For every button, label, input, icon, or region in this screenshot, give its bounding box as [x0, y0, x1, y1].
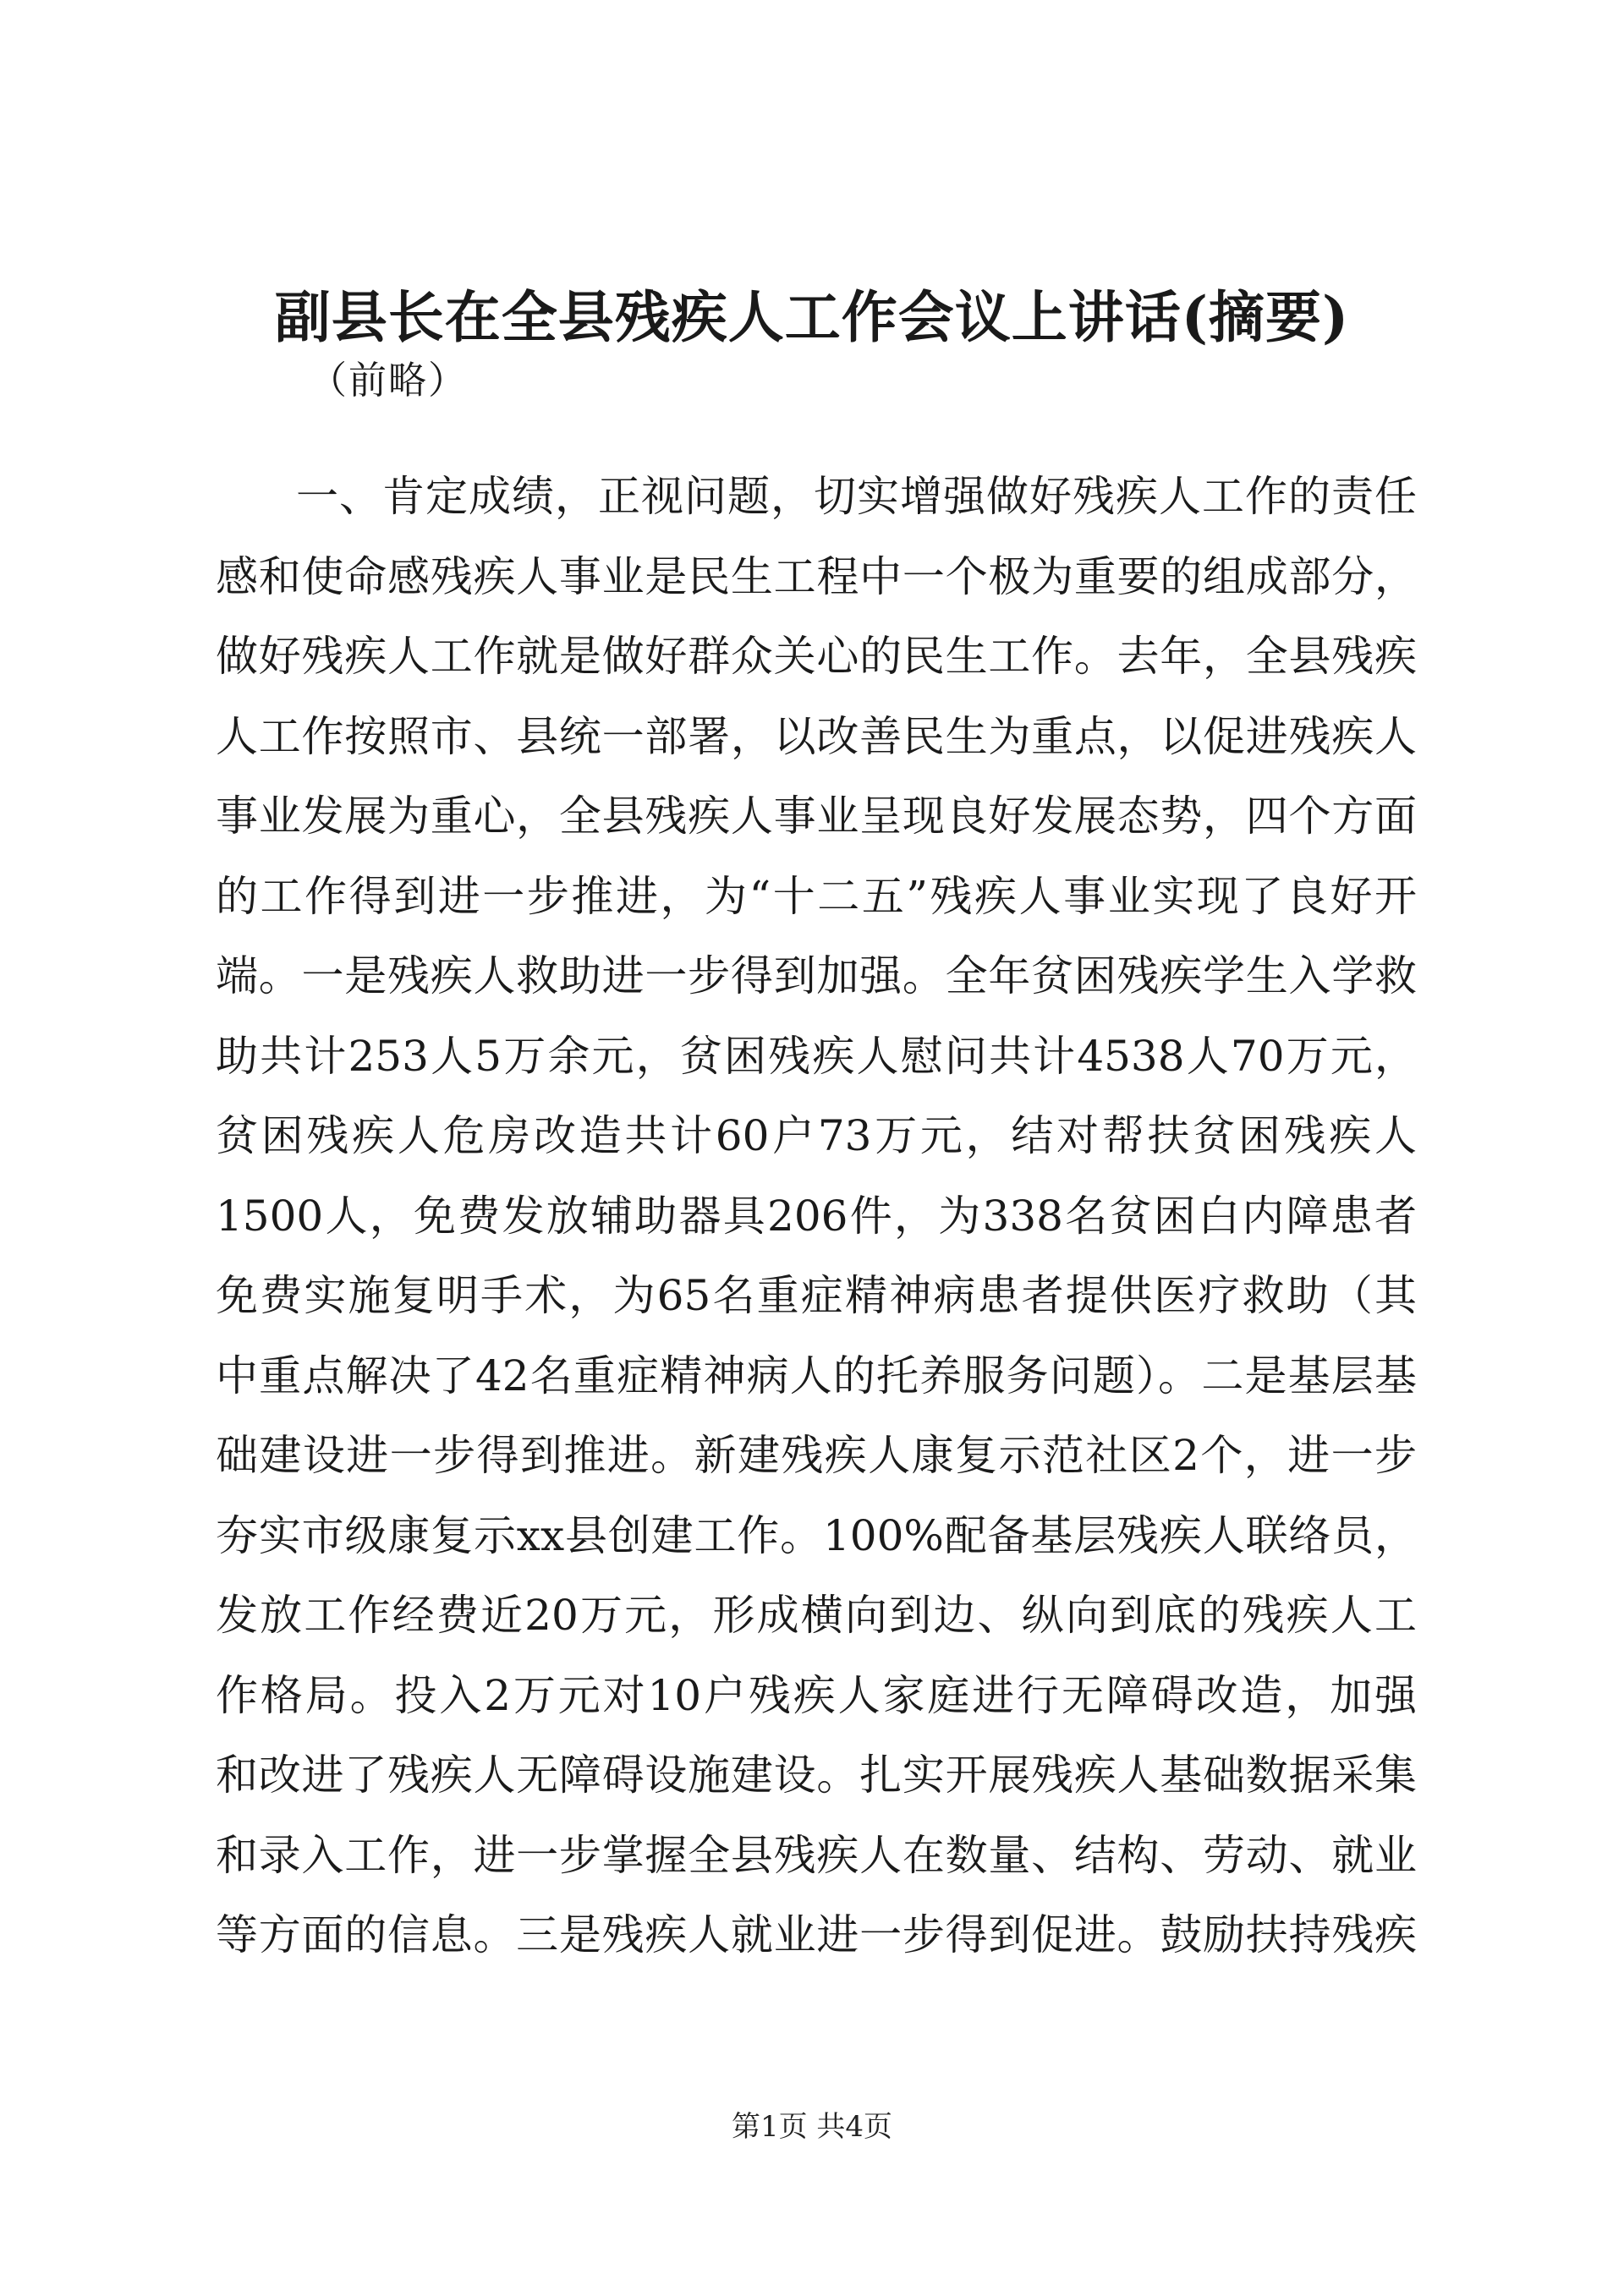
text-line: 发放工作经费近20万元，形成横向到边、纵向到底的残疾人工 [216, 1591, 1417, 1640]
text-line: 等方面的信息。三是残疾人就业进一步得到促进。鼓励扶持残疾 [216, 1910, 1417, 1959]
text-line: 端。一是残疾人救助进一步得到加强。全年贫困残疾学生入学救 [216, 951, 1417, 1000]
text-line: 1500人，免费发放辅助器具206件，为338名贫困白内障患者 [216, 1191, 1417, 1241]
text-line: 事业发展为重心，全县残疾人事业呈现良好发展态势，四个方面 [216, 792, 1417, 841]
text-line: 础建设进一步得到推进。新建残疾人康复示范社区2个，进一步 [216, 1431, 1417, 1480]
text-line: 免费实施复明手术，为65名重症精神病患者提供医疗救助（其 [216, 1271, 1417, 1320]
text-line: 一、肯定成绩，正视问题，切实增强做好残疾人工作的责任 [296, 472, 1417, 521]
text-line: 作格局。投入2万元对10户残疾人家庭进行无障碍改造，加强 [216, 1670, 1417, 1720]
text-line: 的工作得到进一步推进，为“十二五”残疾人事业实现了良好开 [216, 871, 1417, 921]
text-line: 助共计253人5万余元，贫困残疾人慰问共计4538人70万元， [216, 1031, 1417, 1081]
text-line: 感和使命感残疾人事业是民生工程中一个极为重要的组成部分， [216, 551, 1417, 601]
text-line: 贫困残疾人危房改造共计60户73万元，结对帮扶贫困残疾人 [216, 1111, 1417, 1160]
preface-note: （前略） [309, 358, 469, 403]
text-line: 夯实市级康复示xx县创建工作。100%配备基层残疾人联络员， [216, 1510, 1417, 1560]
text-line: 人工作按照市、县统一部署，以改善民生为重点，以促进残疾人 [216, 711, 1417, 761]
text-line: 和录入工作，进一步掌握全县残疾人在数量、结构、劳动、就业 [216, 1830, 1417, 1880]
document-title: 副县长在全县残疾人工作会议上讲话(摘要) [274, 284, 1350, 350]
body-paragraph [216, 457, 1417, 1975]
text-line: 和改进了残疾人无障碍设施建设。扎实开展残疾人基础数据采集 [216, 1751, 1417, 1800]
page-footer: 第1页 共4页 [731, 2110, 893, 2144]
text-line: 做好残疾人工作就是做好群众关心的民生工作。去年，全县残疾 [216, 632, 1417, 681]
text-line: 中重点解决了42名重症精神病人的托养服务问题）。二是基层基 [216, 1351, 1417, 1400]
